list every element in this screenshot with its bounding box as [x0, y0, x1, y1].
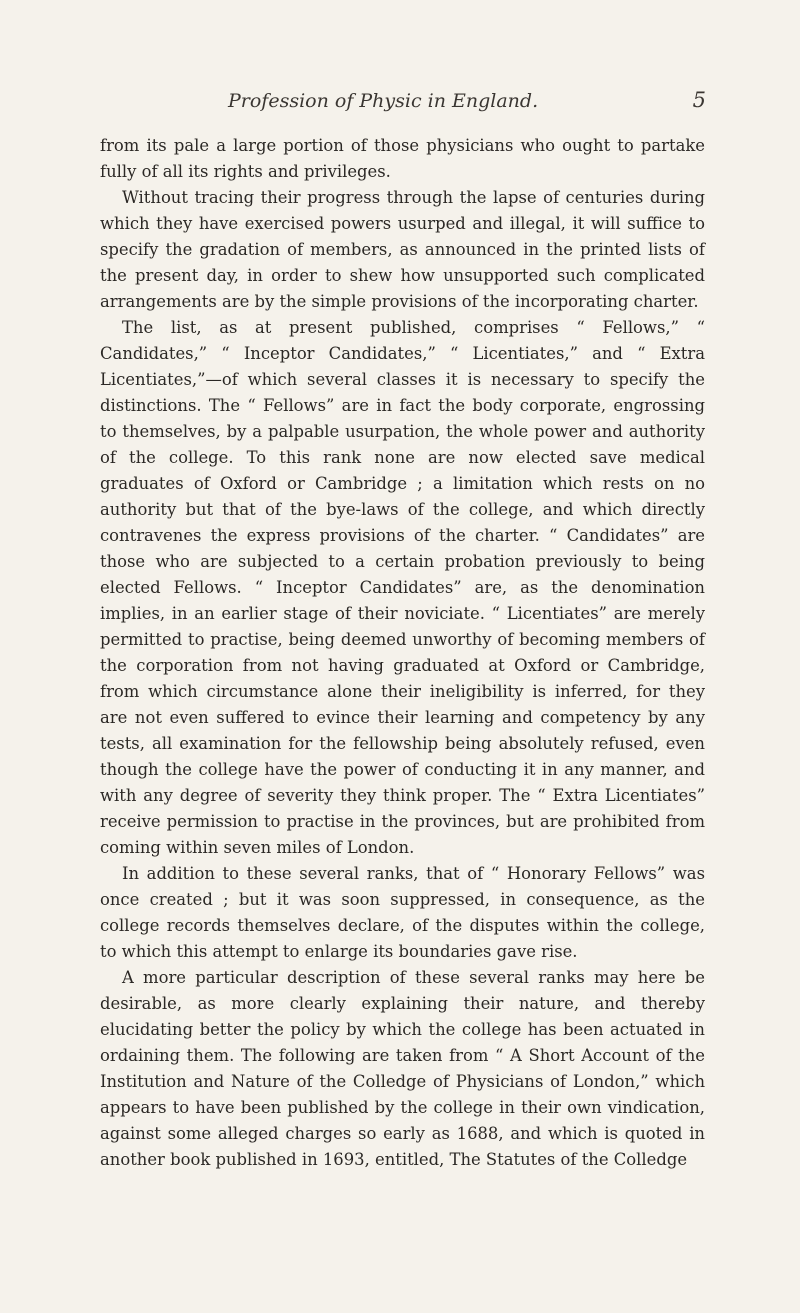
paragraph: In addition to these several ranks, that of “ Honorary Fellows” was once created ; but it was soon suppressed, in consequence, as the college records themselves declare, of the disputes within the college, to which this attempt to enlarge its boundaries gave rise. [100, 864, 705, 961]
paragraph: The list, as at present published, comprises “ Fellows,” “ Candidates,” “ Inceptor Candidates,” “ Licentiates,” and “ Extra Licentiates,”—of which several classes it is necessary to specify the distinctions. The “ Fellows” are in fact the body corporate, engrossing to themselves, by a palpable usurpation, the whole power and authority of the college. To this rank none are now elected save medical graduates of Oxford or Cambridge ; a limitation which rests on no authority but that of the bye-laws of the college, and which directly contravenes the express provisions of the charter. “ Candidates” are those who are subjected to a certain probation previously to being elected Fellows. “ Inceptor Candidates” are, as the denomination implies, in an earlier stage of their noviciate. “ Licentiates” are merely permitted to practise, being deemed unworthy of becoming members of the corporation from not having graduated at Oxford or Cambridge, from which circumstance alone their ineligibility is inferred, for they are not even suffered to evince their learning and competency by any tests, all examination for the fellowship being absolutely refused, even though the college have the power of conducting it in any manner, and with any degree of severity they think proper. The “ Extra Licentiates” receive permission to practise in the provinces, but are prohibited from coming within seven miles of London. [100, 318, 705, 857]
paragraph: Without tracing their progress through the lapse of centuries during which they have exercised powers usurped and illegal, it will suffice to specify the gradation of members, as announced in the printed lists of the present day, in order to shew how unsupported such complicated arrangements are by the simple provisions of the incorporating charter. [100, 188, 705, 311]
paragraph: from its pale a large portion of those physicians who ought to partake fully of all its rights and privileges. [100, 136, 705, 181]
page-number: 5 [692, 88, 706, 112]
paragraph: A more particular description of these several ranks may here be desirable, as more clearly explaining their nature, and thereby elucidating better the policy by which the college has been actuated in ordaining them. The following are taken from “ A Short Account of the Institution and Nature of the Colledge of Physicians of London,” which appears to have been published by the college in their own vindication, against some alleged charges so early as 1688, and which is quoted in another book published in 1693, entitled, The Statutes of the Colledge [100, 968, 705, 1169]
body-text [100, 133, 705, 1173]
page-header [228, 90, 708, 120]
running-title: Profession of Physic in England. [228, 90, 539, 112]
